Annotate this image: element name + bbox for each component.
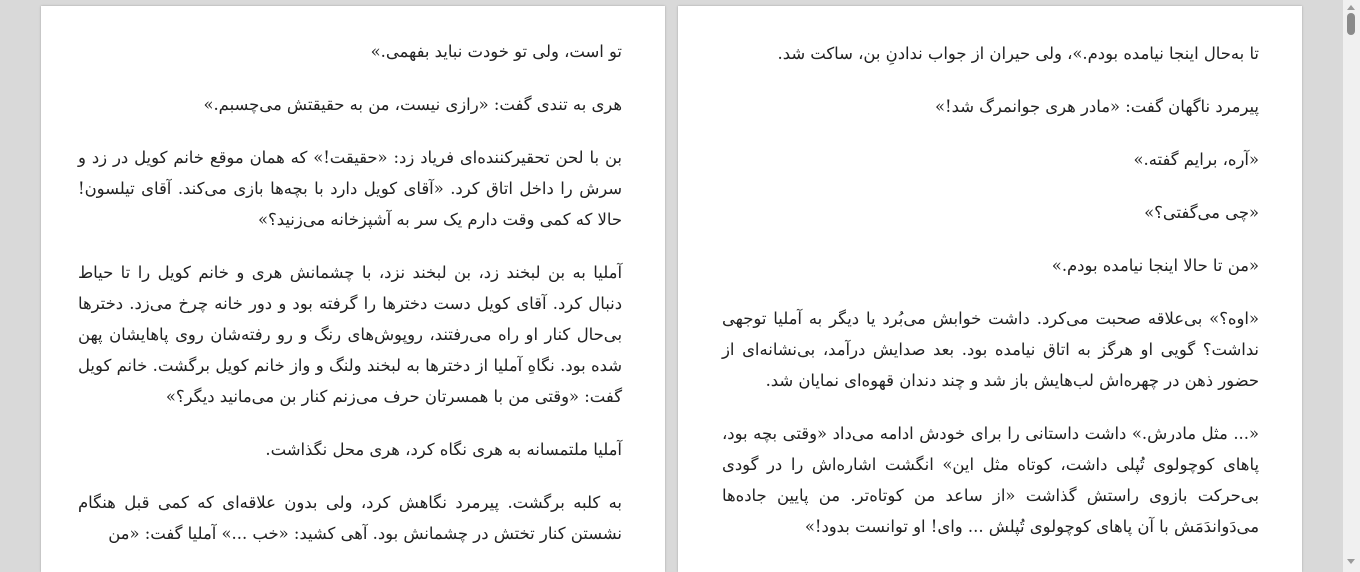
paragraph: «... مثل مادرش.» داشت داستانی را برای خودش ادامه می‌داد «وقتی بچه بود، پاهای کوچولوی تُپلی داشت، کوتاه مثل این» انگشت اشاره‌اش را در گودی بی‌حرکت بازوی راستش گذاشت «از ساعد من کوتاه‌تر. من پایین جاده‌ها می‌دَواندَمَش با آن پاهای کوچولوی تُپلش ... وای! او توانست بدود!» bbox=[722, 424, 1259, 536]
paragraph: تو است، ولی تو خودت نباید بفهمی.» bbox=[370, 42, 622, 61]
document-page-right bbox=[678, 6, 1302, 572]
scroll-up-arrow-icon[interactable] bbox=[1347, 5, 1355, 10]
vertical-scrollbar[interactable] bbox=[1343, 0, 1360, 572]
page-text bbox=[722, 38, 1259, 564]
paragraph: هری به تندی گفت: «رازی نیست، من به حقیقتش می‌چسبم.» bbox=[203, 95, 622, 114]
paragraph: پیرمرد ناگهان گفت: «مادر هری جوانمرگ شد!» bbox=[935, 97, 1259, 116]
paragraph: «چی می‌گفتی؟» bbox=[1144, 203, 1259, 222]
paragraph: به کلبه برگشت. پیرمرد نگاهش کرد، ولی بدون علاقه‌ای که کمی قبل هنگام نشستن کنار تختش در چشمانش بود. آهی کشید: «خب ...» آملیا گفت: «من bbox=[78, 493, 622, 543]
paragraph: «اوه؟» بی‌علاقه صحبت می‌کرد. داشت خوابش می‌بُرد یا دیگر به آملیا توجهی نداشت؟ گویی او هرگز به اتاق نیامده بود. بعد صدایش درآمد، بی‌نشانه‌ای از حضور ذهن در چهره‌اش لب‌هایش باز شد و چند دندان قهوه‌ای نمایان شد. bbox=[722, 309, 1259, 390]
paragraph: آملیا به بن لبخند زد، بن لبخند نزد، با چشمانش هری و خانم کویل را تا حیاط دنبال کرد. آقای کویل دست دخترها را گرفته بود و دور خانه چرخ می‌زد. دخترها بی‌حال کنار او راه می‌رفتند، روپوش‌های رنگ و رو رفته‌شان روی پاهایشان پهن شده بود. نگاهِ آملیا از دخترها به لبخند ولنگ و واز خانم کویل برگشت. خانم کویل گفت: «وقتی من با همسرتان حرف می‌زنم کنار بن می‌مانید دیگر؟» bbox=[78, 263, 622, 406]
paragraph: «من تا حالا اینجا نیامده بودم.» bbox=[1051, 256, 1259, 275]
paragraph: «آره، برایم گفته.» bbox=[1133, 150, 1259, 169]
scrollbar-thumb[interactable] bbox=[1347, 13, 1355, 35]
paragraph: تا به‌حال اینجا نیامده بودم.»، ولی حیران از جواب ندادنِ بن، ساکت شد. bbox=[777, 44, 1259, 63]
page-text bbox=[78, 36, 622, 571]
scroll-down-arrow-icon[interactable] bbox=[1347, 559, 1355, 564]
paragraph: آملیا ملتمسانه به هری نگاه کرد، هری محل نگذاشت. bbox=[265, 440, 622, 459]
paragraph: بن با لحن تحقیرکننده‌ای فریاد زد: «حقیقت!» که همان موقع خانم کویل در زد و سرش را داخل اتاق کرد. «آقای کویل دارد با بچه‌ها بازی می‌کند. آقای تیلسون! حالا که کمی وقت دارم یک سر به آشپزخانه می‌زنید؟» bbox=[78, 148, 622, 229]
document-page-left bbox=[41, 6, 665, 572]
